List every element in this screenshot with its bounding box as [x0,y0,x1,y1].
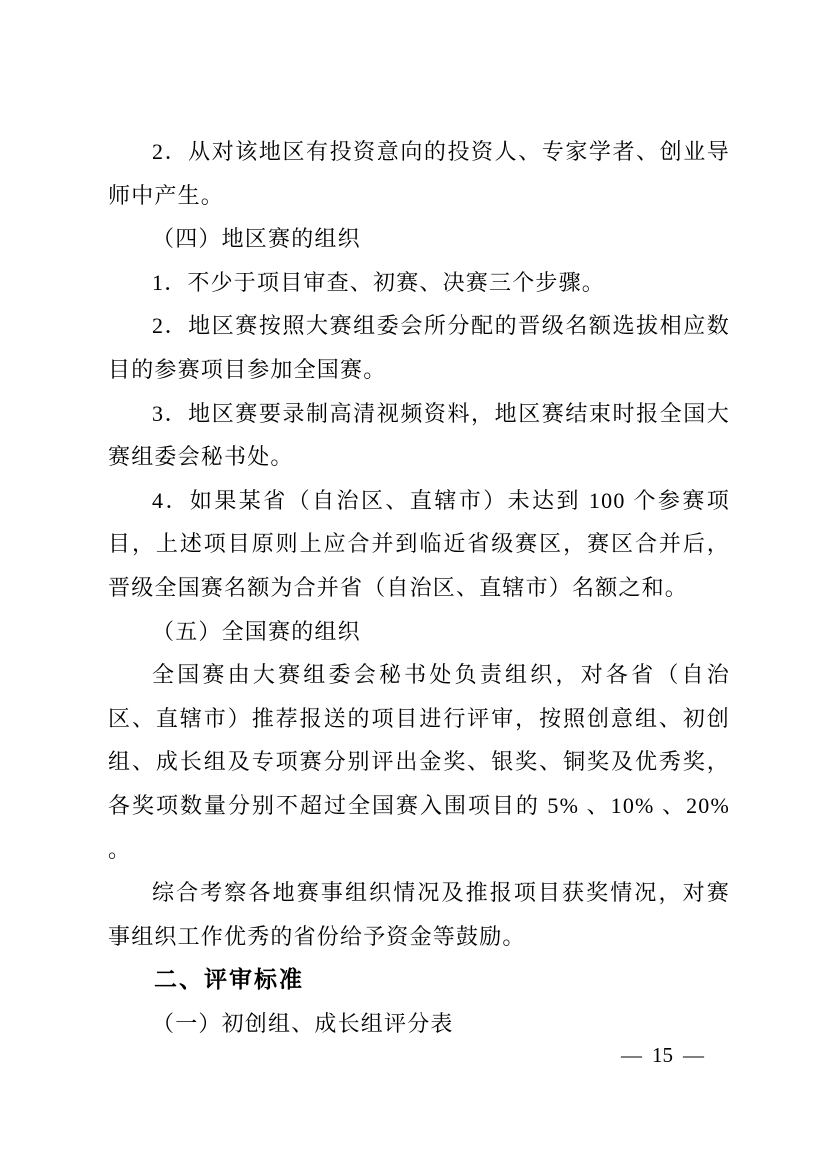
subsection-heading-national: （五）全国赛的组织 [152,618,361,644]
footer-dash-left: — [621,1043,642,1067]
page-number: 15 [652,1043,673,1067]
subsection-heading-scoretable: （一）初创组、成长组评分表 [152,1010,454,1036]
paragraph-province-merge: 4．如果某省（自治区、直辖市）未达到 100 个参赛项目，上述项目原则上应合并到临近省级赛区，赛区合并后，晋级全国赛名额为合并省（自治区、直辖市）名额之和。 [108,487,730,600]
document-body [108,130,730,1045]
paragraph-regional-steps: 1．不少于项目审查、初赛、决赛三个步骤。 [152,269,606,295]
subsection-heading-regional: （四）地区赛的组织 [152,226,361,252]
paragraph-regional-quota: 2．地区赛按照大赛组委会所分配的晋级名额选拔相应数目的参赛项目参加全国赛。 [108,313,730,382]
paragraph-national-awards: 全国赛由大赛组委会秘书处负责组织，对各省（自治区、直辖市）推荐报送的项目进行评审，按照创意组、初创组、成长组及专项赛分别评出金奖、银奖、铜奖及优秀奖，各奖项数量分别不超过全国赛入围项目的 5% 、10% 、20% 。 [108,662,730,862]
paragraph-incentives: 综合考察各地赛事组织情况及推报项目获奖情况，对赛事组织工作优秀的省份给予资金等鼓励。 [108,880,730,949]
footer-dash-right: — [683,1043,704,1067]
page-footer [611,1040,714,1070]
section-heading-criteria: 二、评审标准 [154,966,304,993]
paragraph-judges-source: 2．从对该地区有投资意向的投资人、专家学者、创业导师中产生。 [108,139,730,208]
paragraph-regional-video: 3．地区赛要录制高清视频资料，地区赛结束时报全国大赛组委会秘书处。 [108,400,730,470]
